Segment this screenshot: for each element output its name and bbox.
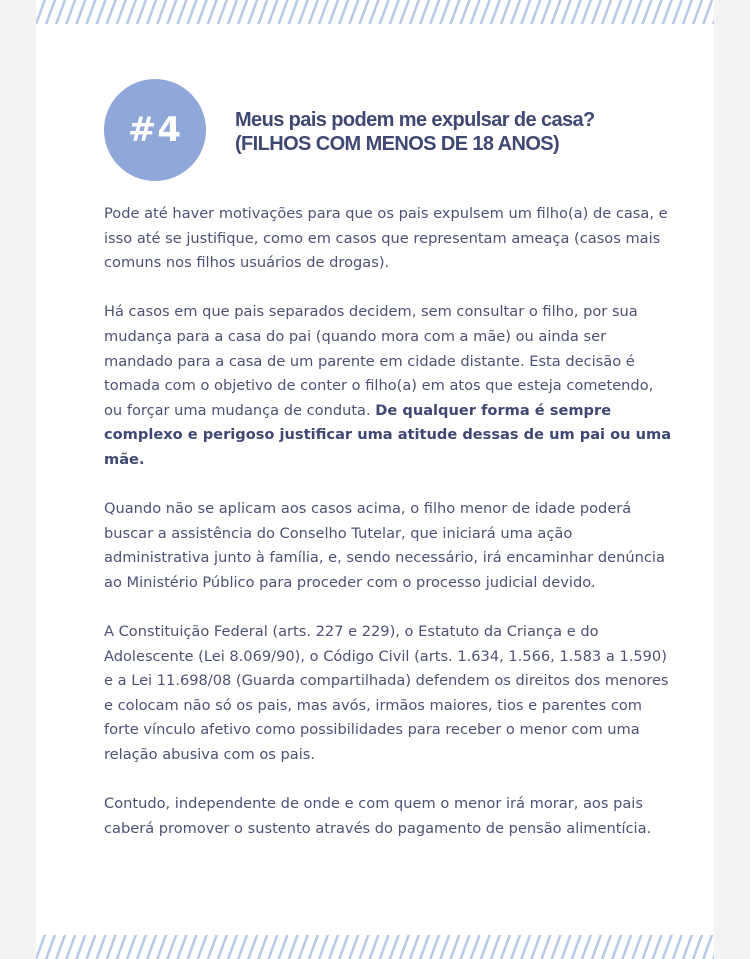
heading-line-1: Meus pais podem me expulsar de casa? (235, 109, 595, 131)
paragraph-2 (104, 300, 676, 472)
paragraph-5 (104, 792, 676, 841)
paragraph-4 (104, 620, 676, 768)
paragraph-1-text: Pode até haver motivações para que os pais expulsem um filho(a) de casa, e isso até se justifique, como em casos que representam ameaça (casos mais comuns nos filhos usuários de drogas). (104, 205, 668, 272)
paragraph-5-text: Contudo, independente de onde e com quem o menor irá morar, aos pais caberá promover o sustento através do pagamento de pensão alimentícia. (104, 795, 652, 837)
paragraph-4-text: A Constituição Federal (arts. 227 e 229), o Estatuto da Criança e do Adolescente (Lei 8.069/90), o Código Civil (arts. 1.634, 1.566, 1.583 a 1.590) e a Lei 11.698/08 (Guarda compartilhada) defendem os direitos dos menores e colocam não só os pais, mas avós, irmãos maiores, tios e parentes com forte vínculo afetivo como possibilidades para receber o menor com uma relação abusiva com os pais. (104, 623, 669, 764)
bottom-stripe-border (36, 935, 714, 959)
top-stripe-border (36, 0, 714, 24)
body-text (104, 202, 676, 866)
paragraph-3 (104, 497, 676, 595)
heading-line-2: (FILHOS COM MENOS DE 18 ANOS) (235, 133, 560, 155)
section-heading (235, 108, 655, 156)
paragraph-2-text: Há casos em que pais separados decidem, sem consultar o filho, por sua mudança para a casa do pai (quando mora com a mãe) ou ainda ser mandado para a casa de um parente em cidade distante. Esta decisão é tomada com o objetivo de conter o filho(a) em atos que esteja cometendo, ou forçar uma mudança de conduta. (104, 303, 654, 419)
paragraph-1 (104, 202, 676, 276)
number-badge: #4 (104, 79, 206, 181)
paragraph-2-emphasis: De qualquer forma é sempre complexo e perigoso justificar uma atitude dessas de um pai ou uma mãe. (104, 401, 672, 468)
paragraph-3-text: Quando não se aplicam aos casos acima, o filho menor de idade poderá buscar a assistência do Conselho Tutelar, que iniciará uma ação administrativa junto à família, e, sendo necessário, irá encaminhar denúncia ao Ministério Público para proceder com o processo judicial devido. (104, 500, 665, 591)
